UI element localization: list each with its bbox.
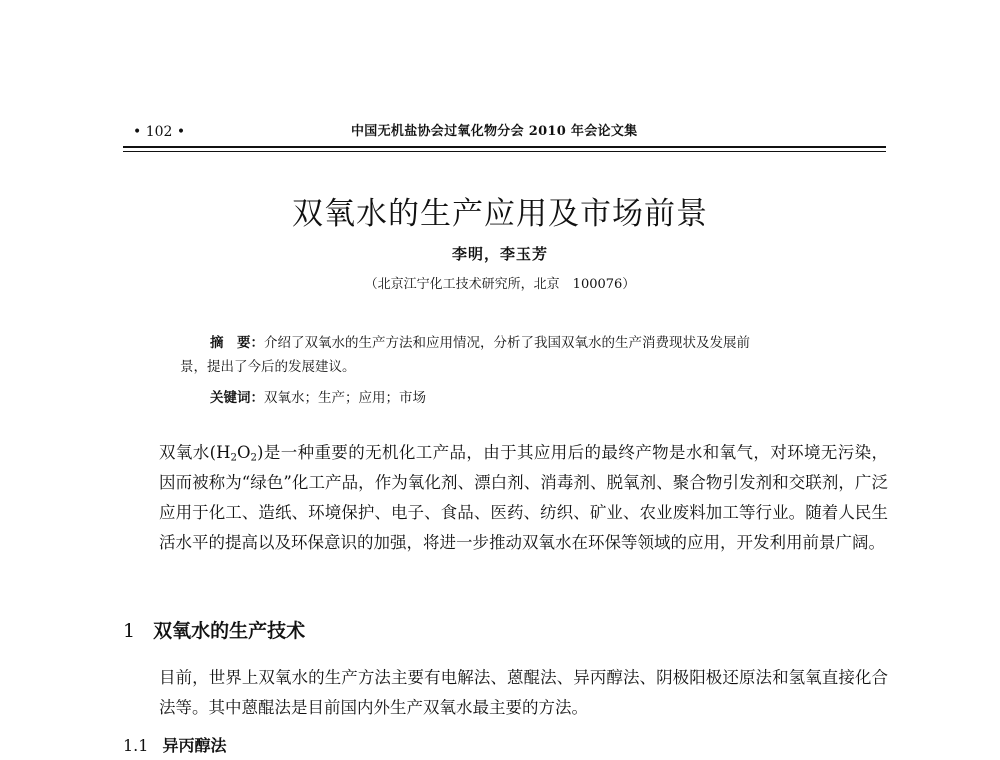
article-title: 双氧水的生产应用及市场前景 [292,196,708,232]
journal-name: 中国无机盐协会过氧化物分会 2010 年会论文集 [351,124,638,139]
intro-text-start: 双氧水(H [159,443,231,462]
formula-subscript-1: 2 [230,452,237,464]
section-1-1-title: 异丙醇法 [162,736,227,755]
section-1-text: 目前，世界上双氧水的生产方法主要有电解法、蒽醌法、异丙醇法、阴极阳极还原法和氢氧直接化合法等。其中蒽醌法是目前国内外生产双氧水最主要的方法。 [159,668,888,717]
keywords-text: 双氧水；生产；应用；市场 [264,390,426,406]
section-1-heading [123,617,305,645]
intro-paragraph [123,438,888,558]
abstract-label: 摘 要： [210,335,264,351]
page-number: • 102 • [133,124,186,140]
keywords [210,387,840,409]
section-1-1-number: 1.1 [123,736,149,755]
formula-subscript-2: 2 [250,452,258,464]
running-header [123,121,886,143]
section-1-number: 1 [123,620,136,642]
article-affiliation: （北京江宁化工技术研究所，北京 100076） [364,277,636,292]
header-rule-thin [123,151,886,152]
abstract-line-1 [180,331,840,355]
keywords-label: 关键词： [210,390,264,406]
abstract-line-2: 景，提出了今后的发展建议。 [180,359,356,375]
section-1-title: 双氧水的生产技术 [153,620,306,642]
intro-text-rest: )是一种重要的无机化工产品，由于其应用后的最终产物是水和氧气，对环境无污染，因而被称为“绿色”化工产品，作为氧化剂、漂白剂、消毒剂、脱氧剂、聚合物引发剂和交联剂，广泛应用于化工、造纸、环境保护、电子、食品、医药、纺织、矿业、农业废料加工等行业。随着人民生活水平的提高以及环保意识的加强，将进一步推动双氧水在环保等领域的应用，开发利用前景广阔。 [159,443,889,552]
formula-oxygen: O [236,443,251,462]
abstract [180,331,840,379]
section-1-paragraph [123,663,888,723]
section-1-1-heading [123,734,226,758]
header-rule-thick [123,146,886,148]
abstract-text-1: 介绍了双氧水的生产方法和应用情况，分析了我国双氧水的生产消费现状及发展前 [264,335,750,351]
article-authors: 李明，李玉芳 [451,245,548,263]
